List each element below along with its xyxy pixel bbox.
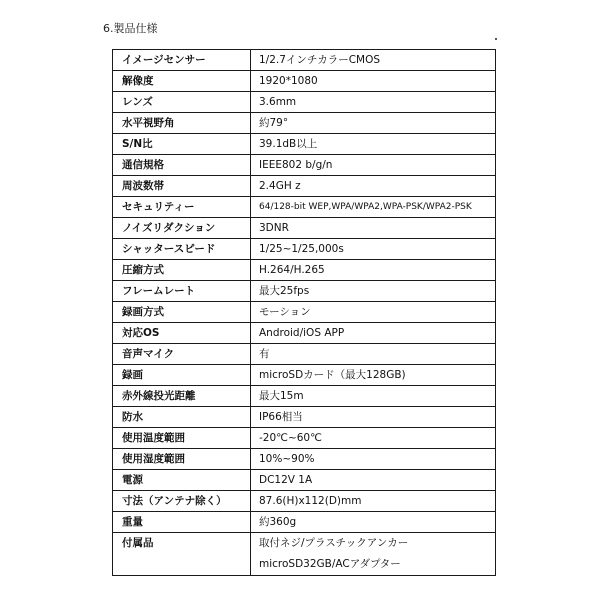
spec-label: シャッタースピード (113, 239, 251, 260)
spec-label: セキュリティー (113, 197, 251, 218)
spec-value: IEEE802 b/g/n (251, 155, 496, 176)
spec-label: イメージセンサー (113, 50, 251, 71)
spec-label: 圧縮方式 (113, 260, 251, 281)
spec-value: -20℃~60℃ (251, 428, 496, 449)
spec-label: 赤外線投光距離 (113, 386, 251, 407)
spec-value: 約79° (251, 113, 496, 134)
spec-row (113, 386, 496, 407)
spec-row (113, 239, 496, 260)
accessories-line: microSD32GB/ACアダプター (259, 558, 401, 570)
spec-row (113, 512, 496, 533)
spec-value: 87.6(H)x112(D)mm (251, 491, 496, 512)
spec-row (113, 92, 496, 113)
spec-label: 周波数帯 (113, 176, 251, 197)
spec-label: 防水 (113, 407, 251, 428)
spec-row (113, 218, 496, 239)
spec-row (113, 344, 496, 365)
spec-table (112, 49, 496, 576)
spec-label: 重量 (113, 512, 251, 533)
spec-value: 2.4GH z (251, 176, 496, 197)
spec-row (113, 323, 496, 344)
spec-row (113, 449, 496, 470)
spec-value: 3.6mm (251, 92, 496, 113)
spec-label-accessories (113, 533, 251, 576)
spec-value-accessories (251, 533, 496, 576)
spec-value: IP66相当 (251, 407, 496, 428)
corner-mark (495, 38, 497, 40)
spec-label: 水平視野角 (113, 113, 251, 134)
spec-label: 解像度 (113, 71, 251, 92)
spec-row (113, 176, 496, 197)
spec-row (113, 134, 496, 155)
spec-row (113, 71, 496, 92)
spec-label: 電源 (113, 470, 251, 491)
spec-table-body (113, 50, 496, 576)
spec-label: 音声マイク (113, 344, 251, 365)
spec-row (113, 365, 496, 386)
spec-row (113, 491, 496, 512)
spec-row (113, 428, 496, 449)
section-title: 6.製品仕様 (103, 22, 158, 35)
spec-value: 有 (251, 344, 496, 365)
spec-value: 39.1dB以上 (251, 134, 496, 155)
spec-label: 使用湿度範囲 (113, 449, 251, 470)
spec-value: 64/128-bit WEP,WPA/WPA2,WPA-PSK/WPA2-PSK (251, 197, 496, 218)
spec-value: モーション (251, 302, 496, 323)
spec-value: 1/25~1/25,000s (251, 239, 496, 260)
spec-label: 対応OS (113, 323, 251, 344)
spec-row (113, 302, 496, 323)
spec-value: DC12V 1A (251, 470, 496, 491)
spec-value: 最大15m (251, 386, 496, 407)
spec-value: 1920*1080 (251, 71, 496, 92)
spec-row (113, 407, 496, 428)
accessories-line: 取付ネジ/プラスチックアンカー (259, 537, 409, 549)
spec-label: 使用温度範囲 (113, 428, 251, 449)
spec-value: Android/iOS APP (251, 323, 496, 344)
spec-label: 寸法（アンテナ除く） (113, 491, 251, 512)
spec-value: 10%~90% (251, 449, 496, 470)
spec-value: 3DNR (251, 218, 496, 239)
spec-row (113, 155, 496, 176)
spec-row (113, 281, 496, 302)
spec-value: 約360g (251, 512, 496, 533)
spec-value: 最大25fps (251, 281, 496, 302)
spec-value: microSDカード（最大128GB) (251, 365, 496, 386)
spec-row (113, 470, 496, 491)
spec-row (113, 260, 496, 281)
spec-row (113, 50, 496, 71)
spec-row (113, 113, 496, 134)
spec-row (113, 197, 496, 218)
spec-label: 録画 (113, 365, 251, 386)
spec-label: 録画方式 (113, 302, 251, 323)
spec-value: 1/2.7インチカラーCMOS (251, 50, 496, 71)
spec-label: ノイズリダクション (113, 218, 251, 239)
spec-value: H.264/H.265 (251, 260, 496, 281)
accessories-label: 付属品 (122, 537, 154, 549)
spec-label: レンズ (113, 92, 251, 113)
spec-label: S/N比 (113, 134, 251, 155)
spec-label: 通信規格 (113, 155, 251, 176)
spec-row-accessories (113, 533, 496, 576)
spec-label: フレームレート (113, 281, 251, 302)
